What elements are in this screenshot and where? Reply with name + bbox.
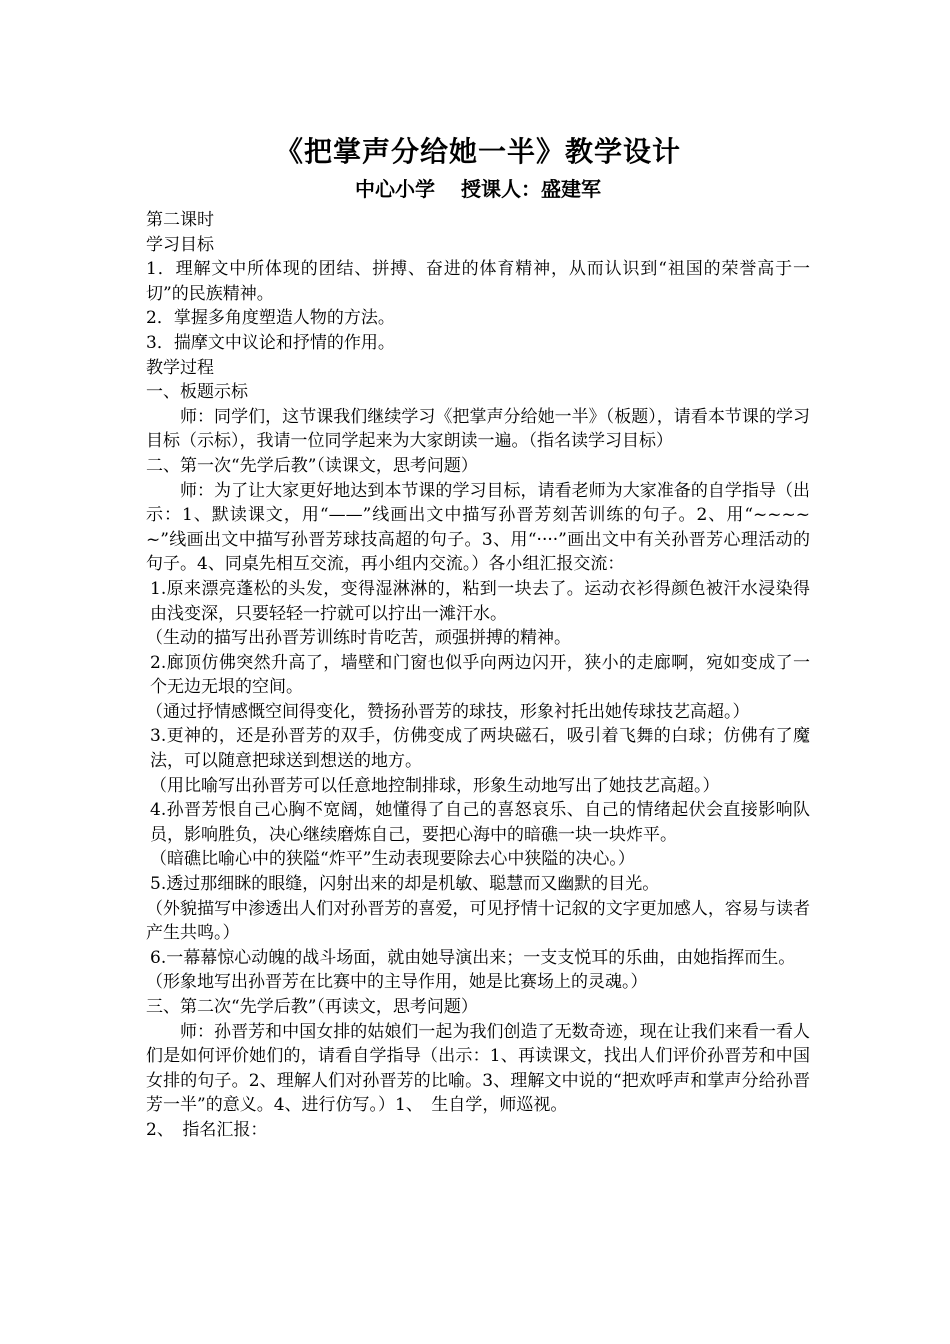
paragraph: 一、板题示标 (146, 382, 248, 403)
teacher-name: 授课人：盛建军 (461, 177, 601, 201)
paragraph: 5.透过那细眯的眼缝，闪射出来的却是机敏、聪慧而又幽默的目光。 (150, 874, 660, 895)
paragraph: 3.更神的，还是孙晋芳的双手，仿佛变成了两块磁石，吸引着飞舞的白球；仿佛有了魔法，可以随意把球送到想送的地方。 (150, 726, 810, 772)
paragraph: 2．掌握多角度塑造人物的方法。 (146, 308, 395, 329)
paragraph: 教学过程 (146, 357, 214, 378)
paragraph: （用比喻写出孙晋芳可以任意地控制排球，形象生动地写出了她技艺高超。） (150, 775, 720, 796)
document-subtitle (146, 174, 810, 204)
paragraph: （外貌描写中渗透出人们对孙晋芳的喜爱，可见抒情十记叙的文字更加感人，容易与读者产生共鸣。） (146, 898, 810, 944)
paragraph: 3．揣摩文中议论和抒情的作用。 (146, 332, 395, 353)
paragraph: 学习目标 (146, 234, 214, 255)
paragraph: 二、第一次“先学后教”（读课文，思考问题） (146, 455, 478, 476)
document-body (146, 208, 810, 1143)
paragraph: 师：同学们，这节课我们继续学习《把掌声分给她一半》（板题），请看本节课的学习目标（示标），我请一位同学起来为大家朗读一遍。（指名读学习目标） (146, 406, 810, 452)
paragraph: （通过抒情感慨空间得变化，赞扬孙晋芳的球技，形象衬托出她传球技艺高超。） (146, 701, 750, 722)
paragraph: （暗礁比喻心中的狭隘“炸平”生动表现要除去心中狭隘的决心。） (150, 849, 635, 870)
document-page (146, 130, 810, 1143)
paragraph: （生动的描写出孙晋芳训练时肯吃苦，顽强拼搏的精神。 (146, 628, 571, 649)
paragraph: 2.廊顶仿佛突然升高了，墙壁和门窗也似乎向两边闪开，狭小的走廊啊，宛如变成了一个无边无垠的空间。 (150, 652, 810, 698)
paragraph: 1．理解文中所体现的团结、拼搏、奋进的体育精神，从而认识到“祖国的荣誉高于一切”的民族精神。 (146, 259, 810, 304)
paragraph: 第二课时 (146, 210, 214, 230)
paragraph: 6.一幕幕惊心动魄的战斗场面，就由她导演出来；一支支悦耳的乐曲，由她指挥而生。 (150, 947, 796, 968)
paragraph: 师：孙晋芳和中国女排的姑娘们一起为我们创造了无数奇迹，现在让我们来看一看人们是如何评价她们的，请看自学指导（出示：1、再读课文，找出人们评价孙晋芳和中国女排的句子。2、理解人们对孙晋芳的比喻。3、理解文中说的“把欢呼声和掌声分给孙晋芳一半”的意义。4、进行仿写。）1、 生自学，师巡视。 (146, 1021, 810, 1116)
paragraph: 师：为了让大家更好地达到本节课的学习目标，请看老师为大家准备的自学指导（出示：1、默读课文，用“——”线画出文中描写孙晋芳刻苦训练的句子。2、用“~~~~~”线画出文中描写孙晋芳球技高超的句子。3、用“····”画出文中有关孙晋芳心理活动的句子。4、同桌先相互交流，再小组内交流。）各小组汇报交流： (146, 480, 810, 575)
paragraph: 1.原来漂亮蓬松的头发，变得湿淋淋的，粘到一块去了。运动衣衫得颜色被汗水浸染得由浅变深，只要轻轻一拧就可以拧出一滩汗水。 (150, 578, 810, 624)
paragraph: 三、第二次“先学后教”（再读文，思考问题） (146, 997, 478, 1017)
paragraph: 2、 指名汇报： (146, 1119, 268, 1140)
document-title: 《把掌声分给她一半》教学设计 (274, 135, 681, 168)
paragraph: 4.孙晋芳恨自己心胸不宽阔，她懂得了自己的喜怒哀乐、自己的情绪起伏会直接影响队员，影响胜负，决心继续磨炼自己，要把心海中的暗礁一块一块炸平。 (150, 800, 810, 845)
paragraph: （形象地写出孙晋芳在比赛中的主导作用，她是比赛场上的灵魂。） (146, 972, 648, 993)
school-name: 中心小学 (355, 177, 435, 201)
